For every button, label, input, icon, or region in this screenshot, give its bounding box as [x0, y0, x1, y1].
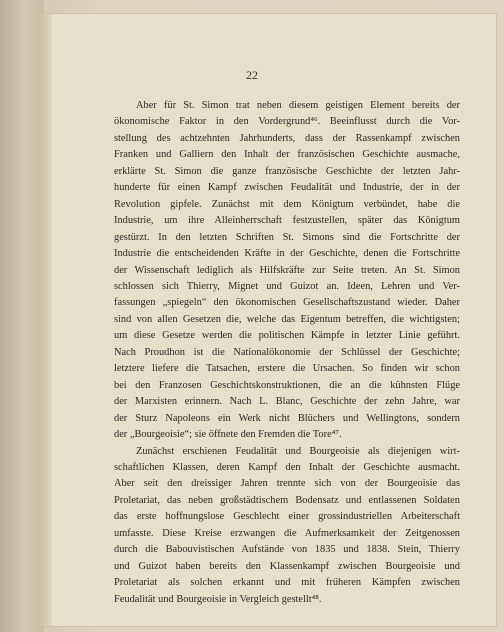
text-line: stellung des achtzehnten Jahrhunderts, dass der Rassenkampf zwischen: [114, 132, 460, 144]
text-line: Franken und Galliern den Inhalt der französischen Geschichte ausmache,: [114, 149, 460, 161]
text-line: fassungen „spiegeln“ den ökonomischen Gesellschaftszustand wieder. Daher: [114, 297, 460, 309]
text-line: Zunächst erschienen Feudalität und Bourgeoisie als diejenigen wirt-: [136, 445, 460, 457]
text-line: Revolution gipfele. Zunächst mit dem Königtum verbündet, habe die: [114, 198, 460, 210]
text-line: das erste hoffnungslose Geschlecht einer grossindustriellen Arbeiterschaft: [114, 511, 460, 523]
text-line: hunderte für einen Kampf zwischen Feudalität und Industrie, der in der: [114, 182, 460, 194]
text-line: gestürzt. In den letzten Schriften St. Simons sind die Fortschritte der: [114, 231, 460, 243]
text-line: um diese Gesetze werden die politischen Kämpfe in letzter Linie geführt.: [114, 330, 460, 342]
text-line: der Sturz Napoleons ein Werk nicht Blüchers und Wellingtons, sondern: [114, 412, 460, 424]
text-line: schaftlichen Klassen, deren Kampf den Inhalt der Geschichte ausmacht.: [114, 461, 460, 473]
text-line: der „Bourgeoisie“; sie öffnete den Fremden die Tore⁴⁷.: [114, 429, 342, 441]
page-gutter-shadow: [38, 14, 52, 626]
text-line: und Guizot haben bereits den Klassenkampf zwischen Bourgeoisie und: [114, 560, 460, 572]
text-line: letztere liefere die Tatsachen, erstere die Ursachen. So finden wir schon: [114, 363, 460, 375]
text-line: durch die Babouvistischen Aufstände von 1835 und 1838. Stein, Thierry: [114, 544, 460, 556]
text-line: Feudalität und Bourgeoisie in Vergleich gestellt⁴⁸.: [114, 593, 322, 605]
text-line: der Marxisten erinnern. Nach L. Blanc, Geschichte der zehn Jahre, war: [114, 396, 460, 408]
page-number: 22: [246, 68, 258, 82]
text-line: Proletariat als solchen erkannt und mit früheren Kämpfen zwischen: [114, 577, 460, 589]
text-line: erklärte St. Simon die ganze französische Geschichte der letzten Jahr-: [114, 165, 460, 177]
text-line: Industrie, um ihre Alleinherrschaft festzustellen, später das Königtum: [114, 215, 460, 227]
text-line: schlossen sich Thierry, Mignet und Guizot an. Ideen, Lehren und Ver-: [114, 280, 460, 292]
text-line: bei den Franzosen Geschichtskonstruktionen, die an die kühnsten Flüge: [114, 379, 460, 391]
text-line: Proletariat, das neben großstädtischem Bodensatz und entlassenen Soldaten: [114, 494, 460, 506]
body-text: [114, 98, 460, 608]
text-line: sind von allen Gesetzen die, welche das Eigentum betreffen, die wichtigsten;: [114, 313, 460, 325]
text-line: Industrie die entscheidenden Kräfte in der Geschichte, denen die Fortschritte: [114, 248, 460, 260]
text-line: Nach Proudhon ist die Nationalökonomie der Schlüssel der Geschichte;: [114, 346, 460, 358]
text-line: Aber seit den dreissiger Jahren trennte sich von der Bourgeoisie das: [114, 478, 460, 490]
text-line: ökonomische Faktor in den Vordergrund⁴⁶. Beeinflusst durch die Vor-: [114, 116, 460, 128]
text-line: der Wissenschaft lediglich als Hilfskräfte zur Seite treten. An St. Simon: [114, 264, 460, 276]
text-line: Aber für St. Simon trat neben diesem geistigen Element bereits der: [136, 100, 460, 111]
text-line: umfasste. Diese Kreise erzwangen die Aufmerksamkeit der Zeitgenossen: [114, 527, 460, 539]
